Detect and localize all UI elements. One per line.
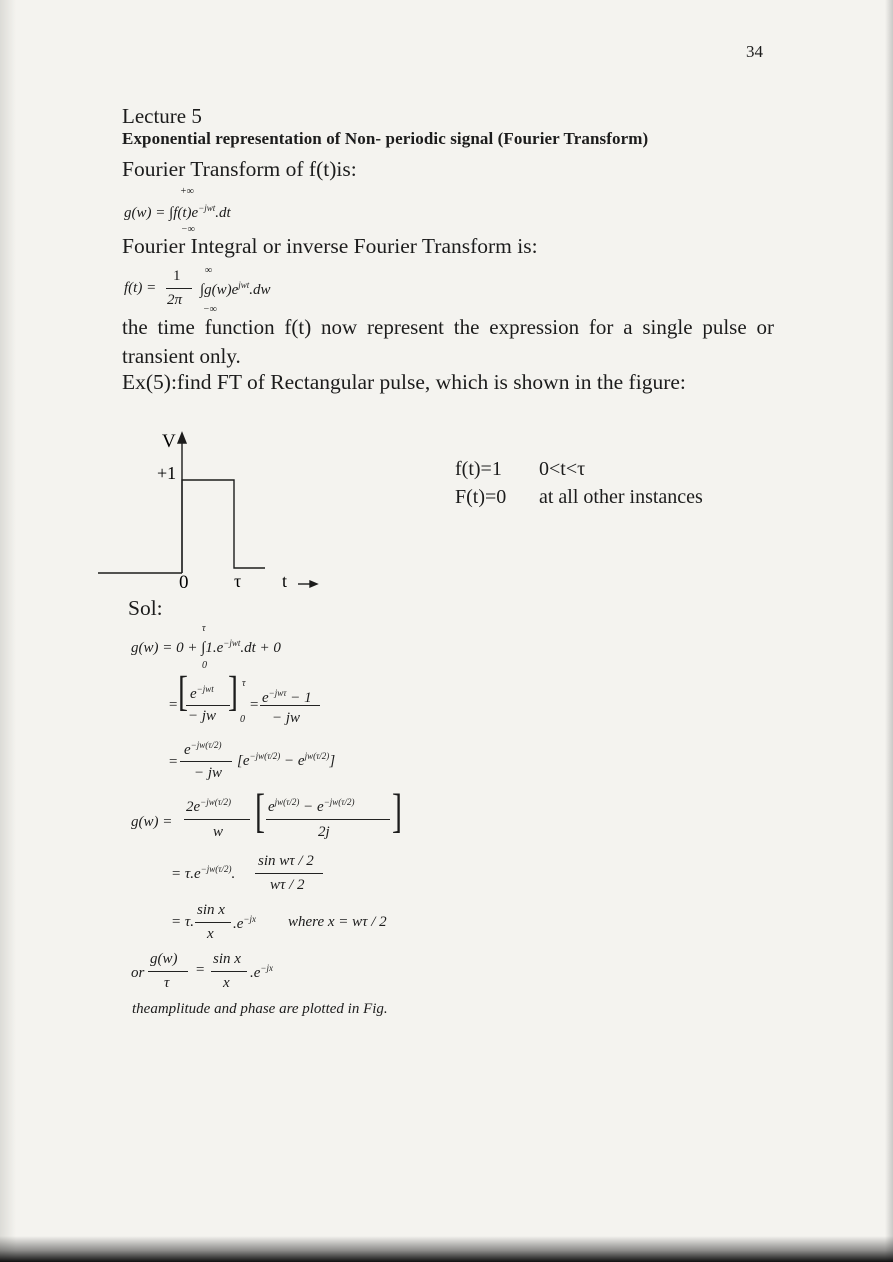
ift-intro: Fourier Integral or inverse Fourier Transform is: — [122, 234, 538, 258]
condition-range: at all other instances — [539, 486, 703, 508]
y-axis-arrow — [178, 433, 186, 443]
description-paragraph: the time function f(t) now represent the expression for a single pulse or transient only. — [122, 315, 774, 368]
example-statement: Ex(5):find FT of Rectangular pulse, which is shown in the figure: — [122, 370, 686, 394]
t-arrow-head — [310, 581, 317, 587]
solution-label: Sol: — [128, 596, 163, 620]
scan-right-shadow — [885, 0, 893, 1262]
pulse-definition — [455, 455, 703, 511]
scan-bottom-shadow — [0, 1236, 893, 1262]
lecture-title: Lecture 5 — [122, 104, 202, 128]
section-heading: Exponential representation of Non- periodic signal (Fourier Transform) — [122, 129, 649, 148]
condition-range: 0<t<τ — [539, 458, 586, 480]
tau-label: τ — [234, 571, 242, 591]
page-number: 34 — [746, 42, 763, 61]
level-label: +1 — [157, 463, 177, 483]
figure-caption: theamplitude and phase are plotted in Fig. — [132, 1001, 388, 1017]
condition-expr: F(t)=0 — [455, 486, 507, 508]
t-label: t — [282, 571, 288, 591]
y-axis-label: V — [162, 431, 176, 452]
condition-expr: f(t)=1 — [455, 458, 502, 480]
pulse-waveform — [182, 480, 265, 573]
condition-line — [455, 455, 703, 483]
rectangular-pulse-figure — [90, 425, 330, 605]
origin-label: 0 — [179, 572, 189, 593]
scan-left-shadow — [0, 0, 16, 1262]
condition-line — [455, 483, 703, 511]
ft-intro: Fourier Transform of f(t)is: — [122, 157, 357, 181]
